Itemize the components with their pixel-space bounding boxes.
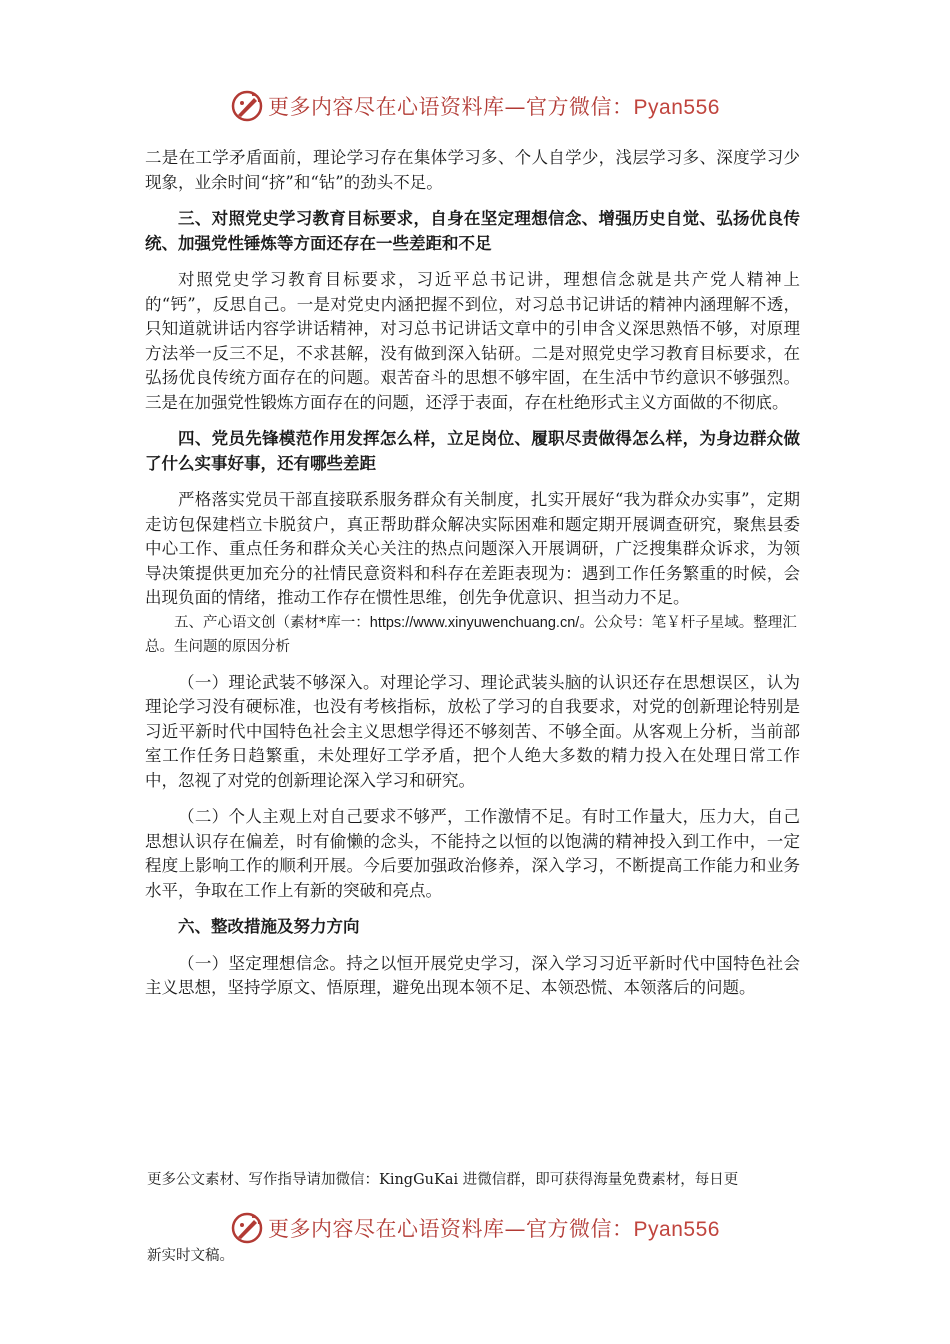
paragraph-theory-armament: （一）理论武装不够深入。对理论学习、理论武装头脑的认识还存在思想误区，认为理论学习没有硬标准，也没有考核指标，放松了学习的自我要求，对党的创新理论特别是习近平新时代中国特色社会主义思想学得还不够刻苦、不够全面。从客观上分析，当前部室工作任务日趋繁重，未处理好工学矛盾，把个人绝大多数的精力投入在处理日常工作中，忽视了对党的创新理论深入学习和研究。 xyxy=(145,672,800,790)
paragraph-serve-masses: 严格落实党员干部直接联系服务群众有关制度，扎实开展好“我为群众办实事”，定期走访包保建档立卡脱贫户，真正帮助群众解决实际困难和题定期开展调查研究，聚焦县委中心工作、重点任务和群众关心关注的热点问题深入开展调研，广泛搜集群众诉求，为领导决策提供更加充分的社情民意资料和科存在差距表现为：遇到工作任务繁重的时候，会出现负面的情绪，推动工作存在惯性思维，创先争优意识、担当动力不足。 xyxy=(145,490,800,607)
quill-seal-icon xyxy=(230,1211,264,1245)
paragraph-firm-ideals: （一）坚定理想信念。持之以恒开展党史学习，深入学习习近平新时代中国特色社会主义思想，坚持学原文、悟原理，避免出现本领不足、本领恐慌、本领落后的问题。 xyxy=(145,953,800,997)
watermark-text: 更多内容尽在心语资料库—官方微信：Pyan556 xyxy=(268,1217,720,1241)
paragraph-ideals: 对照党史学习教育目标要求，习近平总书记讲，理想信念就是共产党人精神上的“钙”，反思自己。一是对党史内涵把握不到位，对习总书记讲话的精神内涵理解不透，只知道就讲话内容学讲话精神，对习总书记讲话文章中的引申含义深思熟悟不够，对原理方法举一反三不足，不求甚解，没有做到深入钻研。二是对照党史学习教育目标要求，在弘扬优良传统方面存在的问题。艰苦奋斗的思想不够牢固，在生活中节约意识不够强烈。三是在加强党性锻炼方面存在的问题，还浮于表面，存在杜绝形式主义方面做的不彻底。 xyxy=(145,270,800,412)
source-link: https://www.xinyuwenchuang.cn/ xyxy=(369,614,580,631)
paragraph-section-five: 五、产心语文创（素材*库一：https://www.xinyuwenchuang.cn/。公众号：笔￥杆子星域。整理汇总。生问题的原因分析 xyxy=(145,614,797,655)
heading-section-four: 四、党员先锋模范作用发挥怎么样，立足岗位、履职尽责做得怎么样，为身边群众做了什么实事好事，还有哪些差距 xyxy=(145,429,800,473)
watermark-banner-bottom xyxy=(0,1206,950,1250)
footer-promo: 更多公文素材、写作指导请加微信：KingGuKai 进微信群，即可获得海量免费素材，每日更 xyxy=(147,1172,739,1188)
heading-section-six: 六、整改措施及努力方向 xyxy=(178,917,360,936)
document-body xyxy=(145,146,800,1001)
footer-promo-tail: 新实时文稿。 xyxy=(147,1248,234,1264)
paragraph-personal-requirements: （二）个人主观上对自己要求不够严，工作激情不足。有时工作量大，压力大，自己思想认识存在偏差，时有偷懒的念头，不能持之以恒的以饱满的精神投入到工作中，一定程度上影响工作的顺利开展。今后要加强政治修养，深入学习，不断提高工作能力和业务水平，争取在工作上有新的突破和亮点。 xyxy=(145,807,800,900)
watermark-banner-top xyxy=(0,84,950,128)
watermark-text: 更多内容尽在心语资料库—官方微信：Pyan556 xyxy=(268,95,720,119)
quill-seal-icon xyxy=(230,89,264,123)
paragraph-study-contradiction: 二是在工学矛盾面前，理论学习存在集体学习多、个人自学少，浅层学习多、深度学习少现象，业余时间“挤”和“钻”的劲头不足。 xyxy=(145,148,800,192)
heading-section-three: 三、对照党史学习教育目标要求，自身在坚定理想信念、增强历史自觉、弘扬优良传统、加强党性锤炼等方面还存在一些差距和不足 xyxy=(145,209,800,253)
